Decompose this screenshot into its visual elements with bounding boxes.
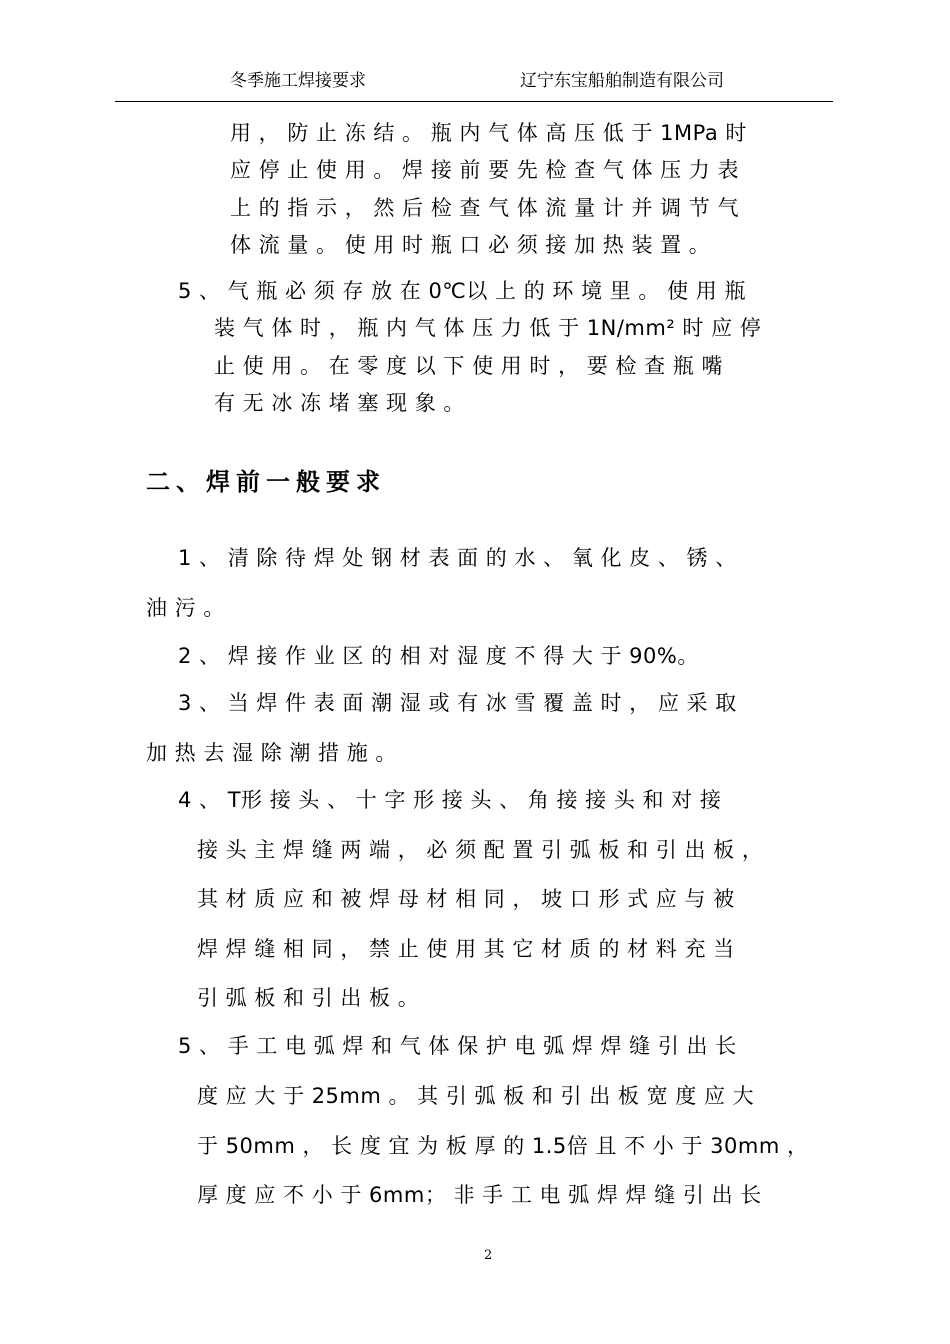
text-line: 装 气 体 时 ， 瓶 内 气 体 压 力 低 于 1N/mm² 时 应 停 [214, 316, 762, 340]
page-number: 2 [484, 1248, 493, 1263]
text-line: 1 、 清 除 待 焊 处 钢 材 表 面 的 水 、 氧 化 皮 、 锈 、 [178, 546, 737, 570]
text-line: 用 ， 防 止 冻 结 。 瓶 内 气 体 高 压 低 于 1MPa 时 [230, 121, 747, 145]
text-line: 引 弧 板 和 引 出 板 。 [197, 986, 420, 1010]
section-heading: 二、焊前一般要求 [146, 468, 386, 496]
text-line: 应 停 止 使 用 。 焊 接 前 要 先 检 查 气 体 压 力 表 [230, 158, 739, 182]
text-line: 有 无 冰 冻 堵 塞 现 象 。 [214, 391, 465, 415]
text-line: 接 头 主 焊 缝 两 端 ， 必 须 配 置 引 弧 板 和 引 出 板 ， [197, 838, 764, 862]
header-left: 冬季施工焊接要求 [230, 71, 366, 91]
text-line: 5 、 手 工 电 弧 焊 和 气 体 保 护 电 弧 焊 焊 缝 引 出 长 [178, 1034, 737, 1058]
text-line: 于 50mm ， 长 度 宜 为 板 厚 的 1.5倍 且 不 小 于 30mm ， [197, 1134, 809, 1158]
text-line: 2 、 焊 接 作 业 区 的 相 对 湿 度 不 得 大 于 90%。 [178, 644, 699, 668]
text-line: 厚 度 应 不 小 于 6mm； 非 手 工 电 弧 焊 焊 缝 引 出 长 [197, 1183, 762, 1207]
text-line: 焊 焊 缝 相 同 ， 禁 止 使 用 其 它 材 质 的 材 料 充 当 [197, 937, 735, 961]
text-line: 上 的 指 示 ， 然 后 检 查 气 体 流 量 计 并 调 节 气 [230, 196, 739, 220]
text-line: 3 、 当 焊 件 表 面 潮 湿 或 有 冰 雪 覆 盖 时 ， 应 采 取 [178, 691, 737, 715]
text-line: 油 污 。 [146, 596, 225, 620]
header-rule [115, 101, 833, 102]
text-line: 度 应 大 于 25mm 。 其 引 弧 板 和 引 出 板 宽 度 应 大 [197, 1084, 755, 1108]
text-line: 5 、 气 瓶 必 须 存 放 在 0℃以 上 的 环 境 里 。 使 用 瓶 [178, 279, 746, 303]
text-line: 4 、 T形 接 头 、 十 字 形 接 头 、 角 接 接 头 和 对 接 [178, 788, 722, 812]
text-line: 加 热 去 湿 除 潮 措 施 。 [146, 741, 397, 765]
text-line: 止 使 用 。 在 零 度 以 下 使 用 时 ， 要 检 查 瓶 嘴 [214, 354, 723, 378]
text-line: 体 流 量 。 使 用 时 瓶 口 必 须 接 加 热 装 置 。 [230, 233, 711, 257]
text-line: 其 材 质 应 和 被 焊 母 材 相 同 ， 坡 口 形 式 应 与 被 [197, 887, 735, 911]
header-right: 辽宁东宝船舶制造有限公司 [520, 71, 724, 91]
